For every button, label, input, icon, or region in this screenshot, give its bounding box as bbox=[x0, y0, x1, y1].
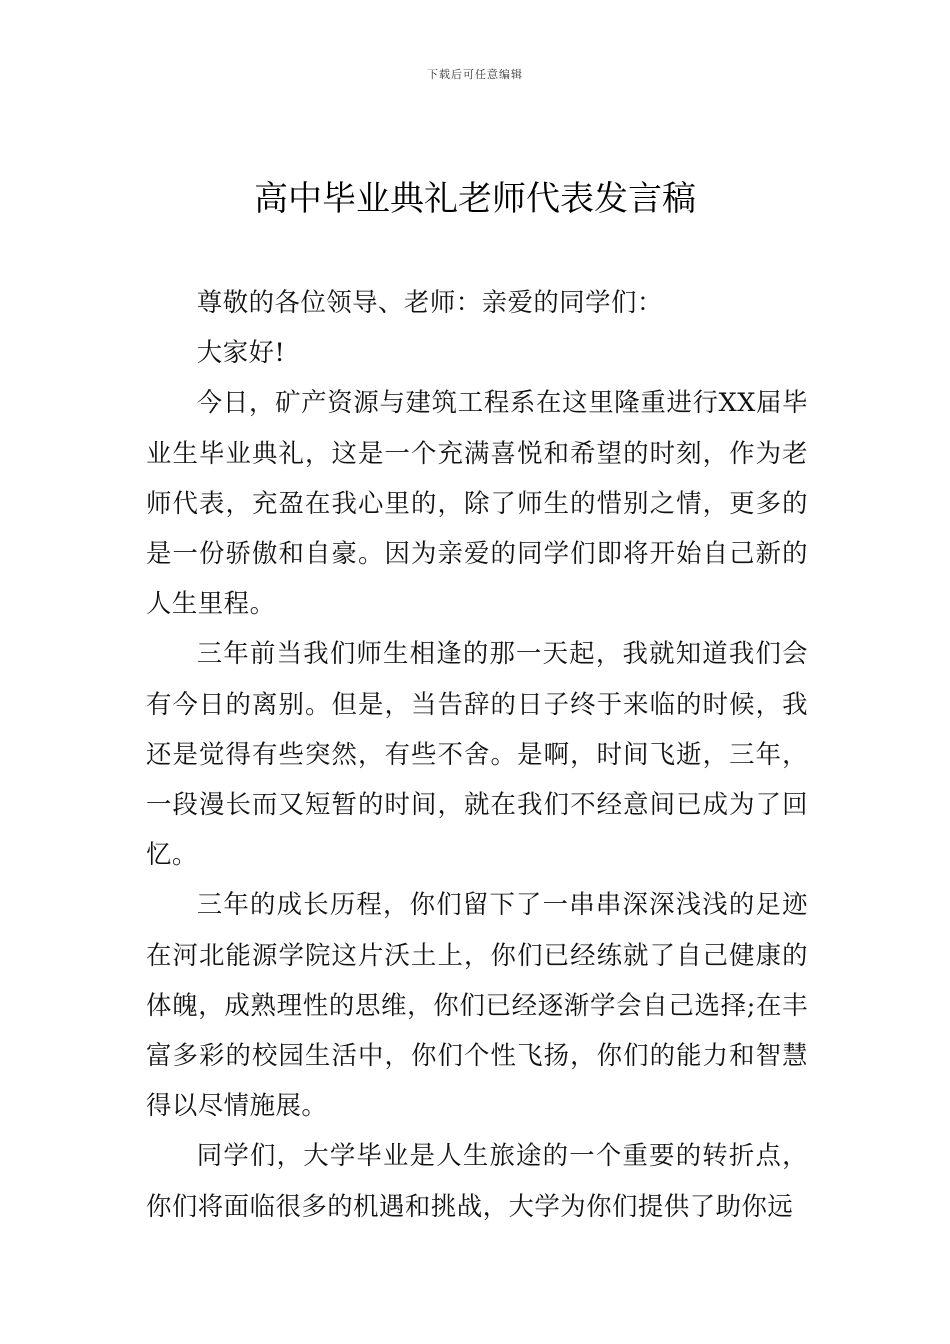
paragraph: 同学们，大学毕业是人生旅途的一个重要的转折点，你们将面临很多的机遇和挑战，大学为你们提供了助你远 bbox=[146, 1140, 808, 1221]
document-body bbox=[146, 277, 808, 1231]
paragraph-salutation: 尊敬的各位领导、老师：亲爱的同学们： bbox=[196, 287, 663, 317]
paragraph: 今日，矿产资源与建筑工程系在这里隆重进行XX届毕业生毕业典礼，这是一个充满喜悦和希望的时刻，作为老师代表，充盈在我心里的，除了师生的惜别之情，更多的是一份骄傲和自豪。因为亲爱的同学们即将开始自己新的人生里程。 bbox=[146, 387, 808, 619]
paragraph: 三年前当我们师生相逢的那一天起，我就知道我们会有今日的离别。但是，当告辞的日子终于来临的时候，我还是觉得有些突然，有些不舍。是啊，时间飞逝，三年，一段漫长而又短暂的时间，就在我们不经意间已成为了回忆。 bbox=[146, 638, 808, 870]
header-note: 下载后可任意编辑 bbox=[427, 68, 523, 81]
paragraph: 三年的成长历程，你们留下了一串串深深浅浅的足迹在河北能源学院这片沃土上，你们已经练就了自己健康的体魄，成熟理性的思维，你们已经逐渐学会自己选择;在丰富多彩的校园生活中，你们个性飞扬，你们的能力和智慧得以尽情施展。 bbox=[146, 889, 808, 1121]
paragraph-greeting: 大家好! bbox=[196, 337, 286, 368]
document-title: 高中毕业典礼老师代表发言稿 bbox=[254, 179, 696, 219]
